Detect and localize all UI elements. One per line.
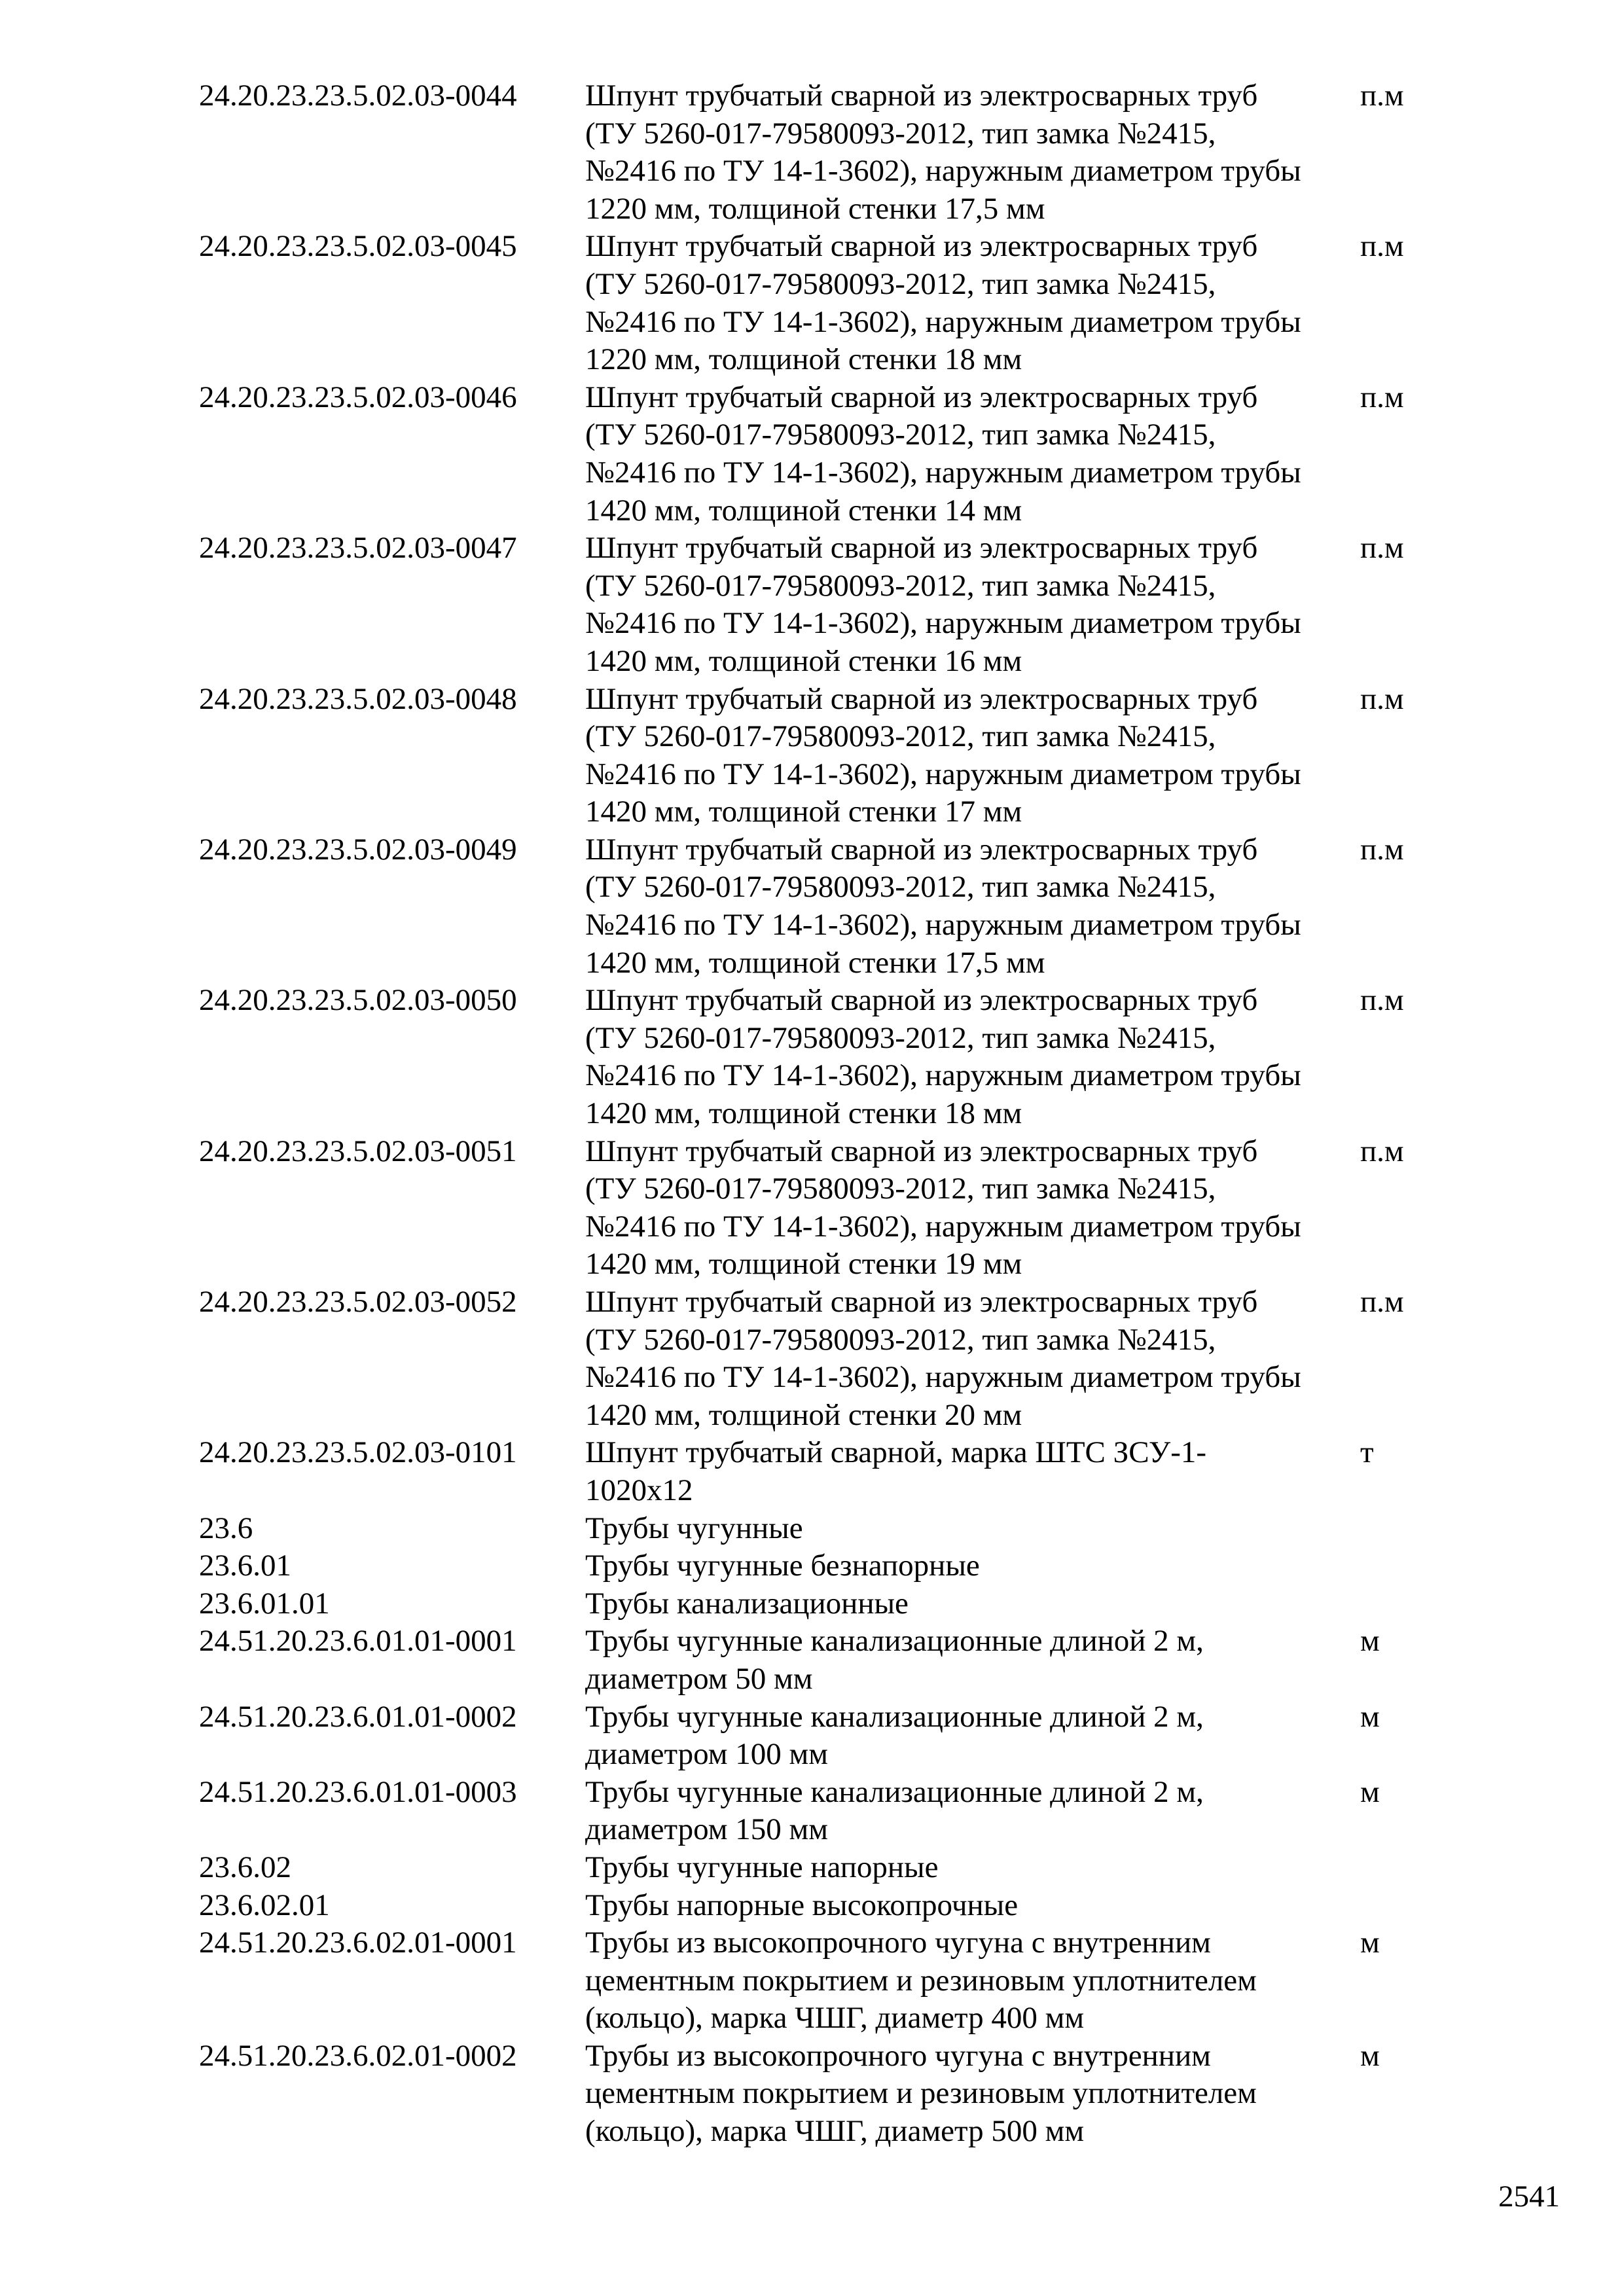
item-code: 24.20.23.23.5.02.03-0047 [199,531,517,565]
item-code: 24.51.20.23.6.01.01-0001 [199,1624,517,1659]
item-name: Трубы чугунные безнапорные [585,1549,980,1583]
item-code: 24.20.23.23.5.02.03-0049 [199,832,517,867]
item-code: 24.20.23.23.5.02.03-0051 [199,1134,517,1168]
catalog-row [199,1547,1443,1585]
item-unit: п.м [1360,983,1404,1018]
item-unit: п.м [1360,1285,1404,1319]
item-unit: м [1360,1926,1380,1960]
item-name: Шпунт трубчатый сварной из электросварных труб (ТУ 5260-017-79580093-2012, тип замка №2415, №2416 по ТУ 14-1-3602), наружным диаметром трубы 1420 мм, толщиной стенки 20 мм [585,1285,1301,1432]
catalog-row [199,379,1443,529]
item-code: 24.20.23.23.5.02.03-0052 [199,1285,517,1319]
item-code: 24.20.23.23.5.02.03-0045 [199,229,517,264]
item-code: 23.6.01.01 [199,1586,330,1621]
item-name: Шпунт трубчатый сварной из электросварных труб (ТУ 5260-017-79580093-2012, тип замка №2415, №2416 по ТУ 14-1-3602), наружным диаметром трубы 1220 мм, толщиной стенки 18 мм [585,229,1301,377]
item-unit: м [1360,1699,1380,1734]
item-name: Трубы из высокопрочного чугуна с внутренним цементным покрытием и резиновым уплотнителем (кольцо), марка ЧШГ, диаметр 400 мм [585,1926,1257,2036]
item-unit: м [1360,1774,1380,1809]
item-code: 23.6 [199,1511,253,1545]
item-unit: п.м [1360,380,1404,414]
catalog-row [199,529,1443,680]
catalog-row [199,228,1443,378]
catalog-row [199,1623,1443,1698]
item-code: 23.6.01 [199,1549,291,1583]
catalog-list [199,77,1443,2151]
catalog-row [199,681,1443,831]
item-unit: п.м [1360,79,1404,113]
item-name: Трубы чугунные канализационные длиной 2 м, диаметром 150 мм [585,1774,1204,1847]
item-unit: м [1360,1624,1380,1659]
item-code: 24.20.23.23.5.02.03-0048 [199,681,517,716]
catalog-row [199,1133,1443,1283]
item-name: Трубы из высокопрочного чугуна с внутренним цементным покрытием и резиновым уплотнителем (кольцо), марка ЧШГ, диаметр 500 мм [585,2038,1257,2149]
item-code: 23.6.02 [199,1850,291,1884]
item-unit: п.м [1360,531,1404,565]
item-code: 24.51.20.23.6.02.01-0001 [199,1926,517,1960]
item-name: Шпунт трубчатый сварной из электросварных труб (ТУ 5260-017-79580093-2012, тип замка №2415, №2416 по ТУ 14-1-3602), наружным диаметром трубы 1420 мм, толщиной стенки 16 мм [585,531,1301,678]
item-name: Шпунт трубчатый сварной из электросварных труб (ТУ 5260-017-79580093-2012, тип замка №2415, №2416 по ТУ 14-1-3602), наружным диаметром трубы 1420 мм, толщиной стенки 17 мм [585,681,1301,829]
item-unit: м [1360,2038,1380,2073]
catalog-row [199,1924,1443,2037]
catalog-row [199,2037,1443,2151]
catalog-row [199,831,1443,982]
catalog-row [199,1698,1443,1774]
catalog-row [199,1510,1443,1548]
item-name: Трубы чугунные канализационные длиной 2 м, диаметром 100 мм [585,1699,1204,1772]
item-code: 24.20.23.23.5.02.03-0050 [199,983,517,1018]
item-unit: п.м [1360,229,1404,264]
item-unit: т [1360,1435,1374,1470]
item-name: Шпунт трубчатый сварной из электросварных труб (ТУ 5260-017-79580093-2012, тип замка №2415, №2416 по ТУ 14-1-3602), наружным диаметром трубы 1220 мм, толщиной стенки 17,5 мм [585,79,1301,226]
item-name: Трубы канализационные [585,1586,909,1621]
catalog-row [199,1887,1443,1925]
catalog-row [199,77,1443,228]
catalog-row [199,1434,1443,1509]
item-code: 24.51.20.23.6.01.01-0003 [199,1774,517,1809]
item-code: 24.20.23.23.5.02.03-0101 [199,1435,517,1470]
item-code: 24.20.23.23.5.02.03-0046 [199,380,517,414]
catalog-row [199,1585,1443,1623]
item-name: Трубы чугунные [585,1511,803,1545]
item-code: 24.51.20.23.6.02.01-0002 [199,2038,517,2073]
item-name: Шпунт трубчатый сварной из электросварных труб (ТУ 5260-017-79580093-2012, тип замка №2415, №2416 по ТУ 14-1-3602), наружным диаметром трубы 1420 мм, толщиной стенки 19 мм [585,1134,1301,1282]
item-name: Шпунт трубчатый сварной из электросварных труб (ТУ 5260-017-79580093-2012, тип замка №2415, №2416 по ТУ 14-1-3602), наружным диаметром трубы 1420 мм, толщиной стенки 17,5 мм [585,832,1301,980]
catalog-row [199,1774,1443,1849]
item-name: Шпунт трубчатый сварной из электросварных труб (ТУ 5260-017-79580093-2012, тип замка №2415, №2416 по ТУ 14-1-3602), наружным диаметром трубы 1420 мм, толщиной стенки 14 мм [585,380,1301,528]
page-number: 2541 [1498,2179,1560,2214]
item-name: Трубы чугунные напорные [585,1850,939,1884]
item-code: 23.6.02.01 [199,1888,330,1922]
item-name: Шпунт трубчатый сварной, марка ШТС ЗСУ-1- 1020х12 [585,1435,1206,1507]
item-code: 24.51.20.23.6.01.01-0002 [199,1699,517,1734]
item-unit: п.м [1360,1134,1404,1168]
item-unit: п.м [1360,681,1404,716]
item-name: Трубы чугунные канализационные длиной 2 м, диаметром 50 мм [585,1624,1204,1696]
item-code: 24.20.23.23.5.02.03-0044 [199,79,517,113]
item-unit: п.м [1360,832,1404,867]
catalog-row [199,1283,1443,1434]
catalog-row [199,982,1443,1132]
catalog-row [199,1849,1443,1887]
item-name: Трубы напорные высокопрочные [585,1888,1019,1922]
item-name: Шпунт трубчатый сварной из электросварных труб (ТУ 5260-017-79580093-2012, тип замка №2415, №2416 по ТУ 14-1-3602), наружным диаметром трубы 1420 мм, толщиной стенки 18 мм [585,983,1301,1131]
